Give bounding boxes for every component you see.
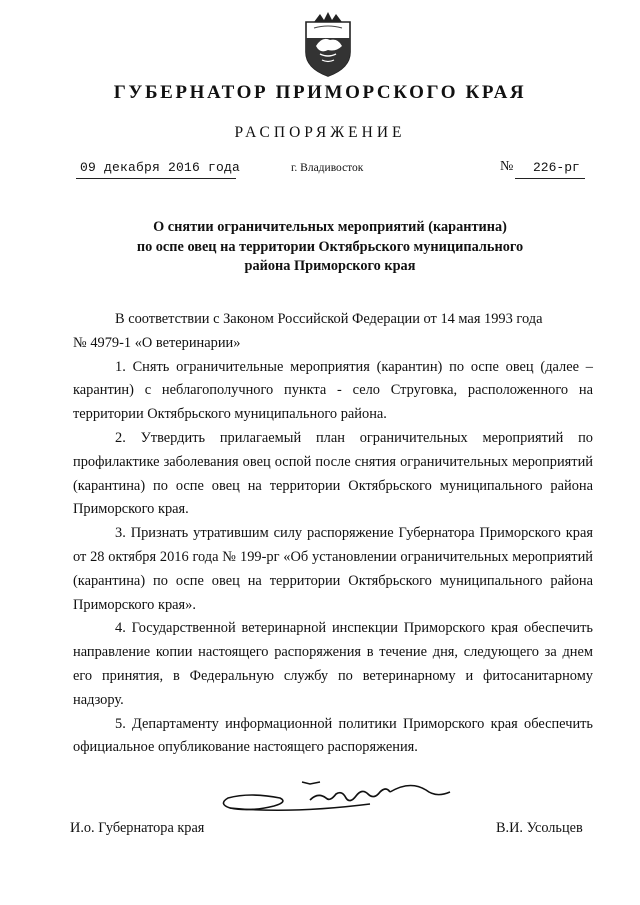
document-subject	[100, 218, 560, 277]
subject-line: района Приморского края	[244, 258, 416, 274]
clause-5: 5. Департаменту информационной политики Приморского края обеспечить официальное опубликование настоящего распоряжения.	[73, 715, 593, 756]
clause-4: 4. Государственной ветеринарной инспекции Приморского края обеспечить направление копии настоящего распоряжения в течение дня, следующего за днем его принятия, в Федеральную службу по ветеринарному и фитосанитарному надзору.	[73, 620, 593, 708]
document-body	[73, 308, 593, 760]
subject-line: О снятии ограничительных мероприятий (карантина)	[153, 219, 507, 235]
document-number: 226-рг	[533, 160, 580, 175]
document-type: РАСПОРЯЖЕНИЕ	[234, 124, 406, 141]
handwritten-signature	[210, 770, 470, 825]
subject-line: по оспе овец на территории Октябрьского муниципального	[136, 238, 524, 255]
body-intro: В соответствии с Законом Российской Федерации от 14 мая 1993 года	[115, 311, 543, 327]
date-underline	[76, 178, 236, 179]
coat-of-arms-emblem	[300, 8, 356, 78]
number-underline	[515, 178, 585, 179]
clause-1: 1. Снять ограничительные мероприятия (карантин) по оспе овец (далее – карантин) с неблагополучного пункта - село Струговка, расположенного на территории Октябрьского муниципального района.	[73, 358, 593, 423]
document-city: г. Владивосток	[291, 162, 364, 174]
number-label: №	[500, 159, 514, 174]
signatory-position: И.о. Губернатора края	[70, 820, 205, 836]
document-date: 09 декабря 2016 года	[80, 160, 241, 175]
signatory-name: В.И. Усольцев	[496, 820, 583, 836]
issuer-title: ГУБЕРНАТОР ПРИМОРСКОГО КРАЯ	[113, 82, 527, 103]
clause-3: 3. Признать утратившим силу распоряжение Губернатора Приморского края от 28 октября 2016 года № 199-рг «Об установлении ограничительных мероприятий (карантина) по оспе овец на территории Октябрьского муниципального района Приморского края».	[73, 525, 593, 613]
clause-2: 2. Утвердить прилагаемый план ограничительных мероприятий по профилактике заболевания овец оспой после снятия ограничительных мероприятий (карантина) по оспе овец на территории Октябрьского муниципального района Приморского края.	[73, 429, 593, 518]
body-intro-continued: № 4979-1 «О ветеринарии»	[73, 334, 241, 351]
